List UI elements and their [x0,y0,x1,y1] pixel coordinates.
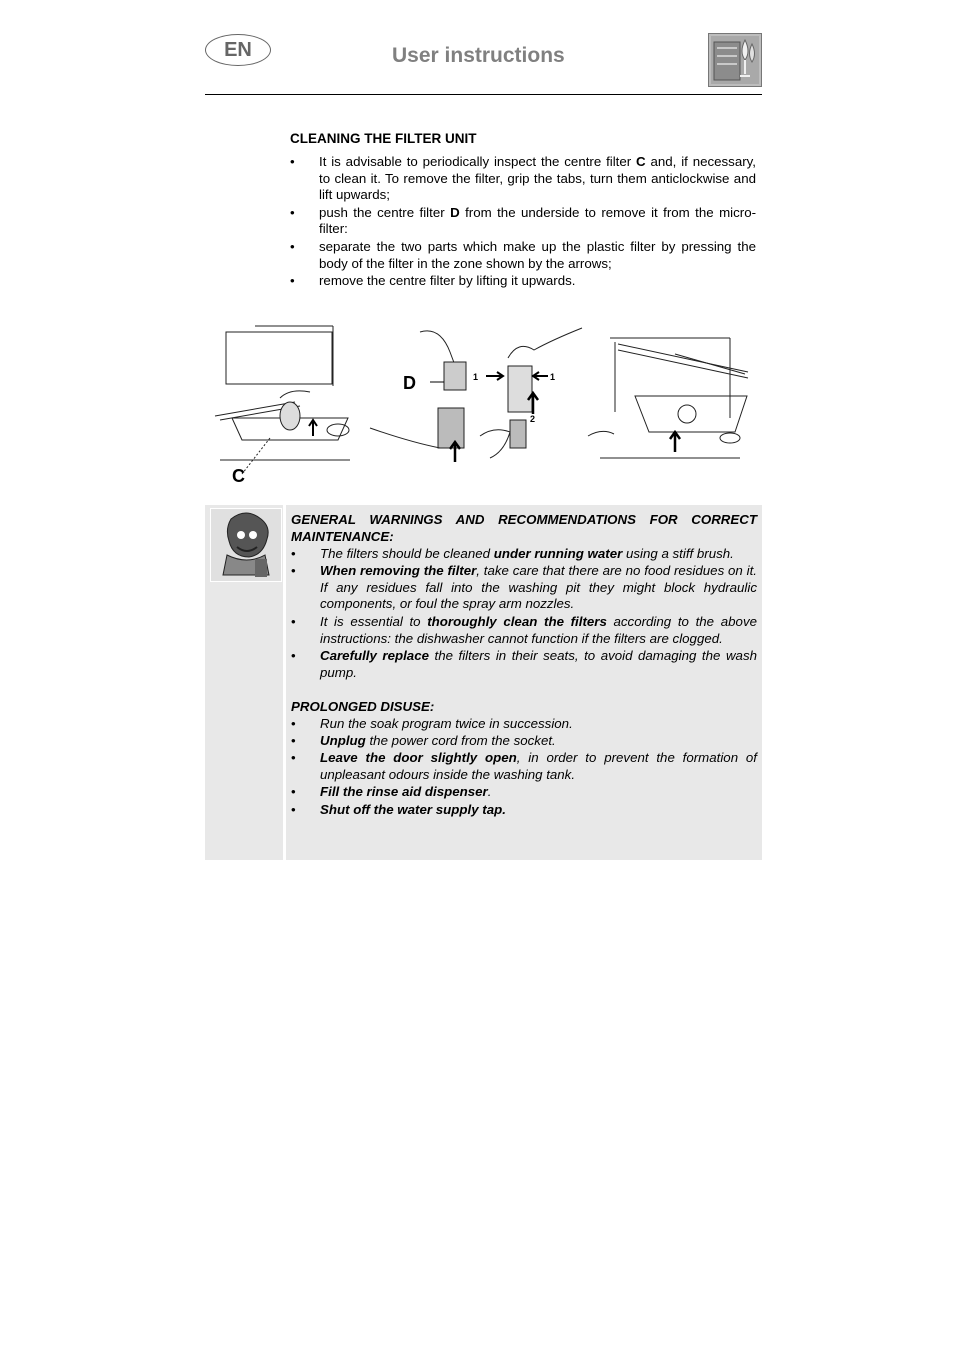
label-c: C [232,466,245,486]
arrow-label-2: 2 [530,414,536,424]
spray-arm-removal-illustration [588,338,748,458]
warnings-heading: GENERAL WARNINGS AND RECOMMENDATIONS FOR CORRECT MAINTENANCE: [291,512,757,544]
divider [283,505,286,860]
warnings-box [205,505,762,860]
page-title: User instructions [392,44,565,67]
filter-separation-illustration [370,328,582,458]
disuse-list [291,716,757,819]
arrow-label-2b: 2 [692,430,698,440]
section-title: CLEANING THE FILTER UNIT [290,131,477,146]
warnings-list [291,546,757,682]
filter-illustrations [210,318,755,488]
list-item: • Fill the rinse aid dispenser. [291,784,757,801]
label-d: D [403,373,416,393]
list-item: • push the centre filter D from the underside to remove it from the micro-filter: [290,205,756,238]
list-item: • separate the two parts which make up the plastic filter by pressing the body of the filter in the zone shown by the arrows; [290,239,756,272]
list-item: • Unplug the power cord from the socket. [291,733,757,750]
warning-sidebar [205,505,283,860]
list-item: • It is essential to thoroughly clean the filters according to the above instructions: the dishwasher cannot function if the filters are clogged. [291,614,757,648]
arrow-label-1: 1 [473,372,479,382]
warning-content [291,512,757,819]
cleaning-steps-list [290,154,756,291]
list-item: • Leave the door slightly open, in order to prevent the formation of unpleasant odours inside the washing tank. [291,750,757,784]
list-item: • Shut off the water supply tap. [291,802,757,819]
list-item: • remove the centre filter by lifting it upwards. [290,273,756,290]
mascot-warning-icon [210,508,282,582]
list-item: • Carefully replace the filters in their seats, to avoid damaging the wash pump. [291,648,757,682]
filter-removal-illustration [215,326,350,474]
page-header [205,30,762,95]
arrow-label-1b: 1 [550,372,556,382]
list-item: • Run the soak program twice in succession. [291,716,757,733]
list-item: • It is advisable to periodically inspect the centre filter C and, if necessary, to clean it. To remove the filter, grip the tabs, turn them anticlockwise and lift upwards; [290,154,756,204]
list-item: • The filters should be cleaned under running water using a stiff brush. [291,546,757,563]
dishwasher-icon [708,33,762,87]
disuse-heading: PROLONGED DISUSE: [291,698,435,714]
language-badge: EN [205,34,271,66]
list-item: • When removing the filter, take care that there are no food residues on it. If any residues fall into the washing pit they might block hydraulic components, or foul the spray arm nozzles. [291,563,757,613]
